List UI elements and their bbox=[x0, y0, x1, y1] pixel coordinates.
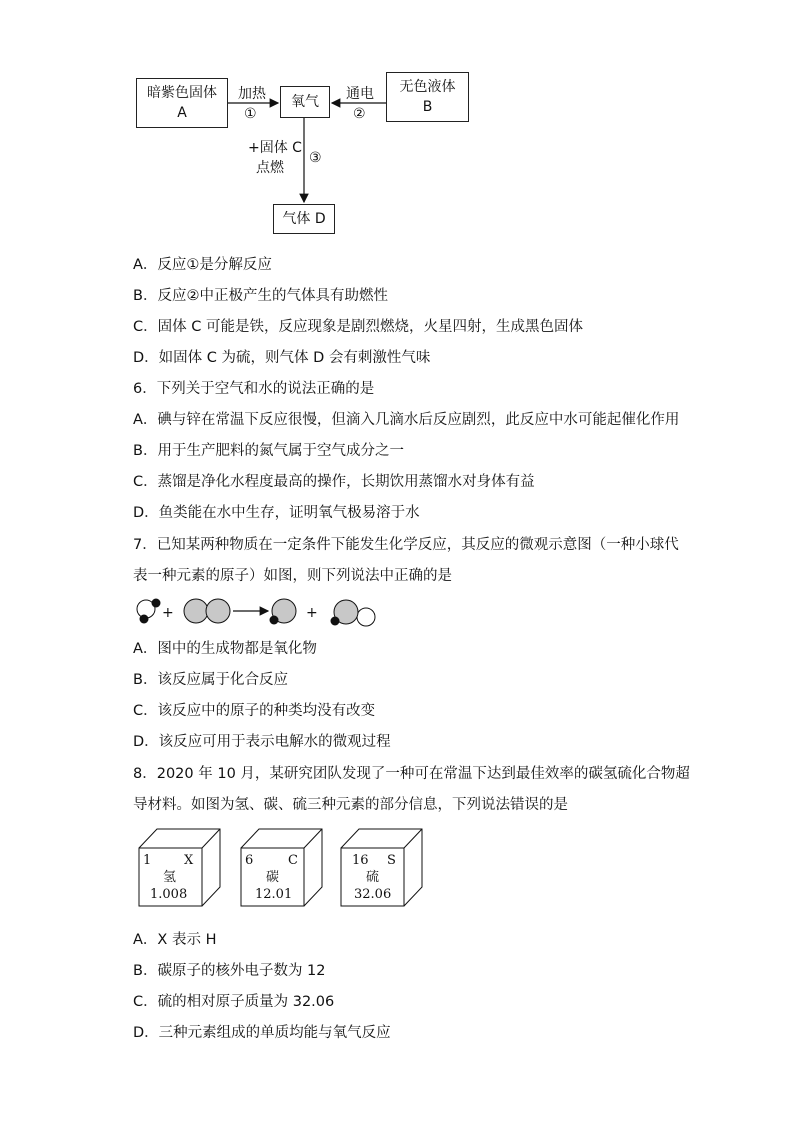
element-name: 碳 bbox=[266, 870, 280, 885]
element-number: 16 bbox=[352, 853, 369, 868]
arrow2-number: ② bbox=[353, 106, 366, 122]
arrow3-condition1: +固体 C bbox=[248, 140, 302, 156]
element-symbol: X bbox=[184, 853, 194, 868]
q7-option-a: A．图中的生成物都是氧化物 bbox=[133, 641, 317, 657]
box-oxygen-label: 氧气 bbox=[291, 94, 319, 110]
box-a-line2: A bbox=[177, 105, 187, 121]
element-number: 6 bbox=[245, 853, 254, 868]
q7-option-b: B．该反应属于化合反应 bbox=[133, 672, 288, 688]
element-name: 硫 bbox=[366, 870, 380, 885]
plus-sign-1: + bbox=[162, 605, 174, 621]
arrow3-number: ③ bbox=[309, 150, 322, 166]
q8-option-a: A．X 表示 H bbox=[133, 932, 217, 948]
q6-option-b: B．用于生产肥料的氮气属于空气成分之一 bbox=[133, 443, 404, 459]
box-b-line2: B bbox=[422, 99, 433, 115]
element-mass: 1.008 bbox=[150, 887, 188, 902]
element-symbol: C bbox=[288, 853, 298, 868]
element-symbol: S bbox=[387, 853, 396, 868]
q5-option-a: A．反应①是分解反应 bbox=[133, 257, 272, 273]
q5-option-d: D．如固体 C 为硫，则气体 D 会有刺激性气味 bbox=[133, 350, 431, 366]
box-b-line1: 无色液体 bbox=[399, 79, 456, 95]
element-name: 氢 bbox=[163, 870, 177, 885]
arrow3-condition2: 点燃 bbox=[256, 160, 284, 176]
q8-stem-line2: 导材料。如图为氢、碳、硫三种元素的部分信息，下列说法错误的是 bbox=[133, 797, 568, 813]
q8-stem-line1: 8．2020 年 10 月，某研究团队发现了一种可在常温下达到最佳效率的碳氢硫化合物超 bbox=[133, 766, 690, 782]
element-number: 1 bbox=[143, 853, 152, 868]
box-a-line1: 暗紫色固体 bbox=[147, 85, 217, 101]
q6-option-a: A．碘与锌在常温下反应很慢，但滴入几滴水后反应剧烈，此反应中水可能起催化作用 bbox=[133, 412, 680, 428]
q8-option-c: C．硫的相对原子质量为 32.06 bbox=[133, 994, 335, 1010]
arrow2-condition: 通电 bbox=[346, 86, 374, 102]
q6-option-c: C．蒸馏是净化水程度最高的操作，长期饮用蒸馏水对身体有益 bbox=[133, 474, 535, 490]
q6-option-d: D．鱼类能在水中生存，证明氧气极易溶于水 bbox=[133, 505, 420, 521]
q6-stem: 6．下列关于空气和水的说法正确的是 bbox=[133, 381, 375, 397]
arrow1-condition: 加热 bbox=[238, 86, 266, 102]
box-d-label: 气体 D bbox=[282, 211, 326, 227]
element-mass: 32.06 bbox=[354, 887, 392, 902]
q7-option-d: D．该反应可用于表示电解水的微观过程 bbox=[133, 734, 391, 750]
plus-sign-2: + bbox=[306, 605, 318, 621]
q7-option-c: C．该反应中的原子的种类均没有改变 bbox=[133, 703, 376, 719]
q7-stem-line1: 7．已知某两种物质在一定条件下能发生化学反应，其反应的微观示意图（一种小球代 bbox=[133, 537, 679, 553]
q5-option-c: C．固体 C 可能是铁，反应现象是剧烈燃烧，火星四射，生成黑色固体 bbox=[133, 319, 583, 335]
q8-option-d: D．三种元素组成的单质均能与氧气反应 bbox=[133, 1025, 391, 1041]
q5-option-b: B．反应②中正极产生的气体具有助燃性 bbox=[133, 288, 388, 304]
element-mass: 12.01 bbox=[255, 887, 293, 902]
arrow1-number: ① bbox=[244, 106, 257, 122]
q8-option-b: B．碳原子的核外电子数为 12 bbox=[133, 963, 326, 979]
q7-stem-line2: 表一种元素的原子）如图，则下列说法中正确的是 bbox=[133, 568, 452, 584]
